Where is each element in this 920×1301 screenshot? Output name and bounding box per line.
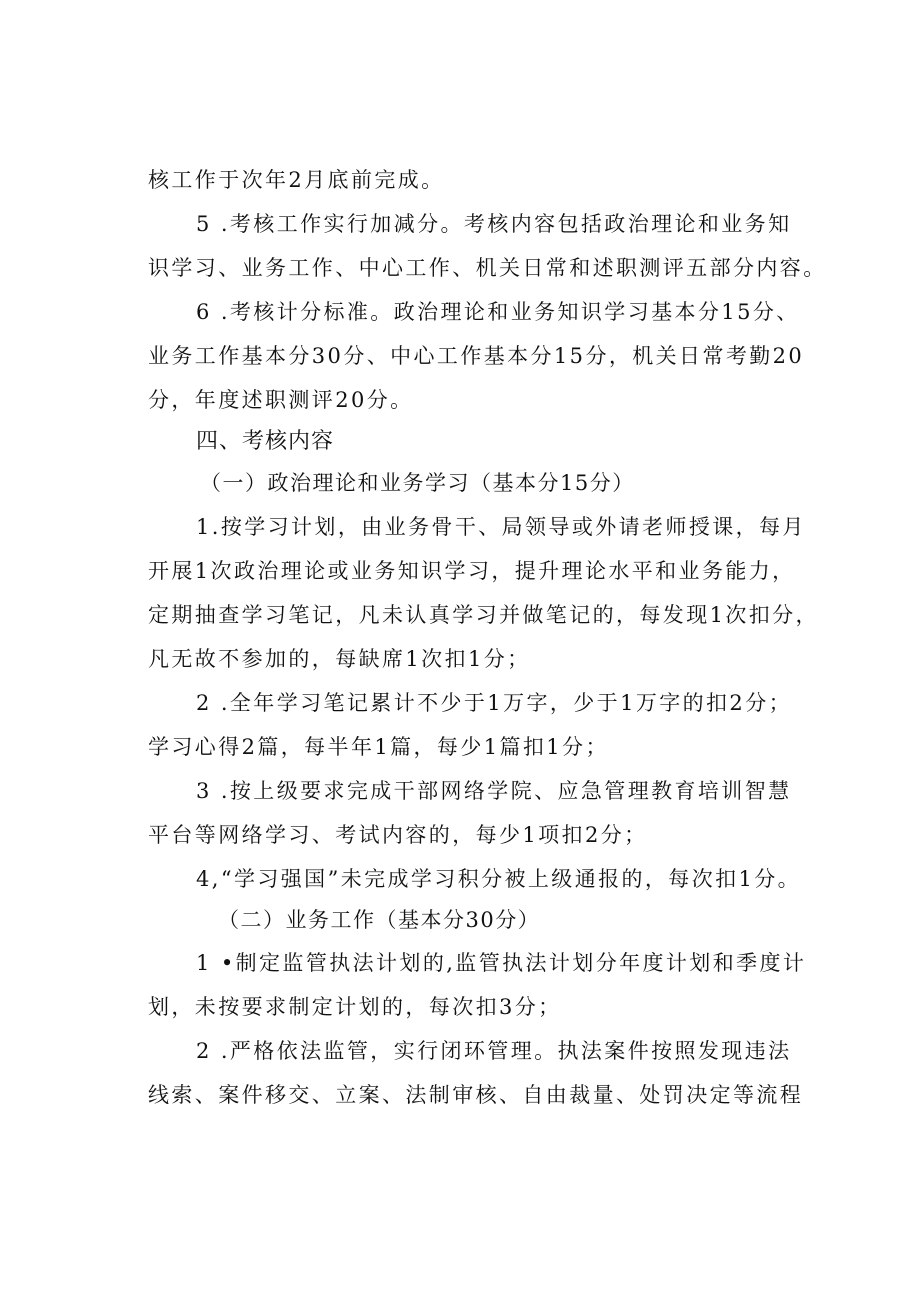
paragraph-line: 业务工作基本分30分、中心工作基本分15分，机关日常考勤20 [148,344,805,368]
section-heading: 四、考核内容 [196,429,335,454]
paragraph-line: 学习心得2篇，每半年1篇，每少1篇扣1分； [148,735,609,759]
paragraph-line: 开展1次政治理论或业务知识学习，提升理论水平和业务能力， [148,559,796,583]
subsection-heading: （二）业务工作（基本分30分） [218,908,541,932]
paragraph-line: 2 .严格依法监管，实行闭环管理。执法案件按照发现违法 [196,1039,792,1063]
paragraph-line: 6 .考核计分标准。政治理论和业务知识学习基本分15分、 [196,300,800,324]
paragraph-line: 线索、案件移交、立案、法制审核、自由裁量、处罚决定等流程 [148,1083,804,1107]
paragraph-line: 定期抽查学习笔记，凡未认真学习并做笔记的，每发现1次扣分， [148,603,819,627]
paragraph-line: 3 .按上级要求完成干部网络学院、应急管理教育培训智慧 [196,779,792,803]
paragraph-line: 核工作于次年2月底前完成。 [148,168,445,192]
paragraph-line: 识学习、业务工作、中心工作、机关日常和述职测评五部分内容。 [148,256,827,280]
paragraph-line: 5 .考核工作实行加减分。考核内容包括政治理论和业务知 [196,212,792,236]
paragraph-line: 平台等网络学习、考试内容的，每少1项扣2分； [148,823,648,847]
paragraph-line: 4,“学习强国”未完成学习积分被上级通报的，每次扣1分。 [196,867,802,891]
paragraph-line: 1 •制定监管执法计划的,监管执法计划分年度计划和季度计 [196,951,807,975]
paragraph-line: 1.按学习计划，由业务骨干、局领导或外请老师授课，每月 [196,515,806,539]
paragraph-line: 划，未按要求制定计划的，每次扣3分； [148,995,562,1019]
paragraph-line: 2 .全年学习笔记累计不少于1万字，少于1万字的扣2分； [196,691,792,715]
paragraph-line: 凡无故不参加的，每缺席1次扣1分； [148,647,531,671]
subsection-heading: （一）政治理论和业务学习（基本分15分） [200,471,635,495]
paragraph-line: 分，年度述职测评20分。 [148,388,414,412]
